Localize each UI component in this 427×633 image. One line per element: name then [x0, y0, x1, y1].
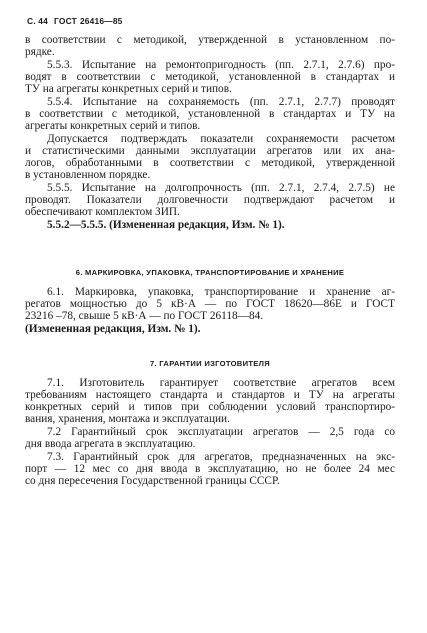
text-line: 6.1. Маркировка, упаковка, транспортирование и хранение аг- — [47, 286, 395, 298]
standard-number: 26416—85 — [79, 16, 123, 26]
section-heading: 7. ГАРАНТИИ ИЗГОТОВИТЕЛЯ — [149, 359, 271, 368]
text-line: порт — 12 мес со дня ввода в эксплуатацию, но не более 24 мес — [25, 463, 395, 475]
text-line: ТУ на агрегаты конкретных серий и типов. — [25, 83, 232, 95]
text-line: требованиям настоящего стандарта и стандартов и ТУ на агрегаты — [25, 389, 395, 401]
amendment-note: 5.5.2—5.5.5. (Измененная редакция, Изм. № 1). — [47, 219, 285, 231]
text-line: Допускается подтверждать показатели сохраняемости расчетом — [47, 133, 395, 145]
text-line: агрегаты конкретных серий и типов. — [25, 120, 201, 132]
text-line: регатов мощностью до 5 кВ·А — по ГОСТ 18620—86Е и ГОСТ — [25, 298, 395, 310]
text-line: вания, хранения, монтажа и эксплуатации. — [25, 413, 230, 425]
text-line: в соответствии с методикой, утвержденной в установленном по- — [25, 34, 395, 46]
text-line: водят в соответствии с методикой, установленной в стандартах и — [25, 71, 395, 83]
text-line: в соответствии с методикой, установленной в стандартах и ТУ на — [25, 108, 395, 120]
text-line: конкретных серий и типов при соблюдении условий транспортиро- — [25, 401, 395, 413]
standard-label: ГОСТ — [54, 16, 77, 26]
text-line: рядке. — [25, 46, 55, 58]
text-line: проводят. Показатели долговечности подтверждают расчетом и — [25, 194, 395, 206]
text-line: дня ввода агрегата в эксплуатацию. — [25, 438, 196, 450]
amendment-note: (Измененная редакция, Изм. № 1). — [25, 323, 201, 335]
text-line: 7.3. Гарантийный срок для агрегатов, предназначенных на экс- — [47, 451, 395, 463]
text-line: 5.5.4. Испытание на сохраняемость (пп. 2.7.1, 2.7.7) проводят — [47, 96, 395, 108]
page-number: С. 44 — [27, 16, 49, 26]
text-line: 23216 –78, свыше 5 кВ·А — по ГОСТ 26118—84. — [25, 310, 264, 322]
text-line: 5.5.3. Испытание на ремонтопригодность (пп. 2.7.1, 2.7.6) про- — [47, 59, 395, 71]
text-line: 5.5.5. Испытание на долгопрочность (пп. 2.7.1, 2.7.4, 2.7.5) не — [47, 182, 395, 194]
text-line: со дня пересечения Государственной границы СССР. — [25, 475, 280, 487]
text-line: 7.2 Гарантийный срок эксплуатации агрегатов — 2,5 года со — [47, 426, 395, 438]
text-line: в установленном порядке. — [25, 169, 151, 181]
text-line: логов, обработанными в соответствии с методикой, утвержденной — [25, 157, 395, 169]
section-heading: 6. МАРКИРОВКА, УПАКОВКА, ТРАНСПОРТИРОВАНИЕ И ХРАНЕНИЕ — [75, 268, 345, 277]
text-line: 7.1. Изготовитель гарантирует соответствие агрегатов всем — [47, 377, 395, 389]
page-header — [27, 16, 123, 26]
text-line: обеспечивают комплектом ЗИП. — [25, 206, 180, 218]
text-line: и статистическими данными эксплуатации агрегатов или их ана- — [25, 145, 395, 157]
